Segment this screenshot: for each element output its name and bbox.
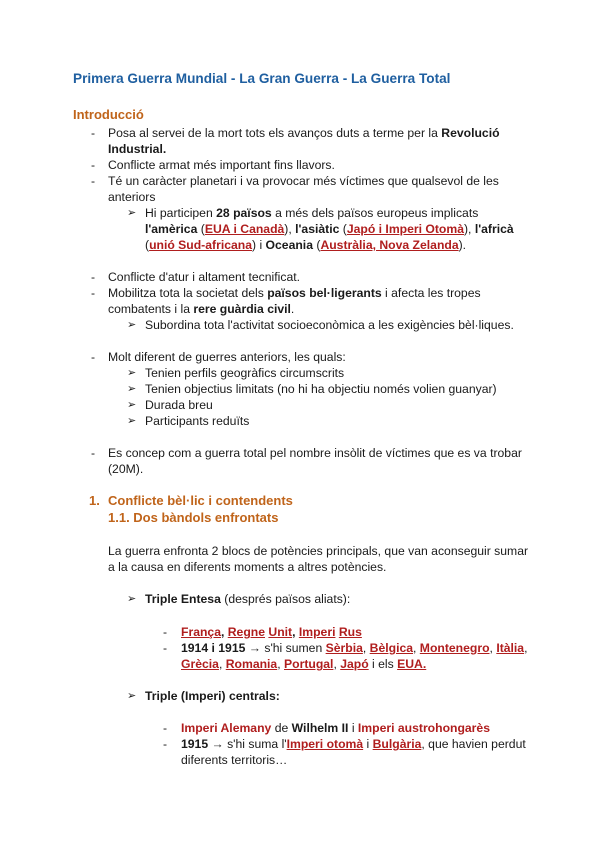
entesa-additions-2 [181, 656, 426, 672]
text: Hi participen [145, 206, 217, 220]
bullet-dash: - [91, 158, 96, 172]
subordina-line: Subordina tota l'activitat socioeconòmica a les exigències bèl·liques. [145, 318, 514, 332]
text: , [413, 641, 420, 655]
triple-centrals-heading: Triple (Imperi) centrals: [145, 689, 280, 703]
bullet-dash: - [91, 174, 96, 188]
difference-item-1: Tenien perfils geogràfics circumscrits [145, 366, 345, 380]
highlight-link[interactable]: EUA i Canadà [204, 222, 285, 236]
text: , [362, 641, 370, 655]
country-link[interactable]: Portugal [284, 657, 334, 671]
country-link[interactable]: Unit [268, 625, 293, 639]
bold-text: 1914 i 1915 [181, 641, 246, 655]
country-link[interactable]: Japó [340, 657, 369, 671]
text: i [363, 737, 373, 751]
arrow-bullet-icon: ➢ [127, 398, 137, 411]
country-link[interactable]: Bulgària [372, 737, 422, 751]
country-link[interactable]: França [181, 625, 221, 639]
country-link[interactable]: Bèlgica [369, 641, 414, 655]
centrals-additions [181, 736, 526, 752]
text: ( [145, 238, 150, 252]
arrow-bullet-icon: ➢ [127, 382, 137, 395]
participants-line-2 [145, 221, 514, 237]
bullet-dash: - [163, 625, 168, 639]
intro-bullet-7: Es concep com a guerra total pel nombre insòlit de víctimes que es va trobar [108, 446, 522, 460]
arrow-bullet-icon: ➢ [127, 366, 137, 379]
triple-entesa-heading [145, 591, 350, 607]
text: → s'hi suma l' [208, 737, 287, 751]
highlight-text: Imperi Alemany [181, 721, 272, 735]
highlight-text: Imperi austrohongarès [357, 721, 490, 735]
centrals-additions-cont: diferents territoris… [181, 753, 288, 767]
country-link[interactable]: Romania [225, 657, 278, 671]
text: ( [339, 222, 347, 236]
text: , [292, 625, 299, 639]
intro-heading: Introducció [73, 107, 144, 122]
intro-bullet-5-cont [108, 301, 294, 317]
highlight-link[interactable]: unió Sud-africana [149, 238, 252, 252]
bold-text: l'africà [474, 222, 514, 236]
difference-item-4: Participants reduïts [145, 414, 250, 428]
bold-text: l'amèrica [145, 222, 198, 236]
difference-item-2: Tenien objectius limitats (no hi ha objectiu només volien guanyar) [145, 382, 497, 396]
country-link[interactable]: Imperi otomà [286, 737, 364, 751]
arrow-bullet-icon: ➢ [127, 592, 137, 605]
text: a més dels països europeus implicats [271, 206, 479, 220]
entesa-members [181, 624, 362, 640]
bold-text: Wilhelm II [291, 721, 349, 735]
section-number: 1. [89, 493, 100, 508]
intro-bullet-1-cont: Industrial. [108, 142, 167, 156]
intro-bullet-1 [108, 125, 500, 141]
text: , [524, 641, 528, 655]
text: Posa al servei de la mort tots els avanços duts a terme per la [108, 126, 442, 140]
country-link[interactable]: Regne [227, 625, 265, 639]
subsection-heading: 1.1. Dos bàndols enfrontats [108, 510, 279, 525]
country-link[interactable]: EUA. [397, 657, 427, 671]
text: ( [312, 238, 321, 252]
bullet-dash: - [163, 721, 168, 735]
text: combatents i la [108, 302, 194, 316]
highlight-link[interactable]: Austràlia, Nova Zelanda [320, 238, 459, 252]
text: , [218, 657, 226, 671]
participants-line-3 [145, 237, 466, 253]
bullet-dash: - [91, 286, 96, 300]
section-heading: Conflicte bèl·lic i contendents [108, 493, 293, 508]
text: ). [458, 238, 467, 252]
arrow-bullet-icon: ➢ [127, 689, 137, 702]
text: . [290, 302, 295, 316]
bullet-dash: - [91, 126, 96, 140]
text: , [333, 657, 341, 671]
text: ), [464, 222, 475, 236]
country-link[interactable]: Montenegro [419, 641, 490, 655]
highlight-link[interactable]: Japó i Imperi Otomà [346, 222, 464, 236]
intro-bullet-7-cont: (20M). [108, 462, 144, 476]
country-link[interactable]: Imperi [298, 625, 336, 639]
bullet-dash: - [163, 641, 168, 655]
text: (després països aliats): [220, 592, 351, 606]
text: i els [368, 657, 398, 671]
section-paragraph-2: a la causa en diferents moments a altres potències. [108, 560, 387, 574]
bold-text: Oceania [265, 238, 313, 252]
intro-bullet-3-cont: anteriors [108, 190, 156, 204]
arrow-bullet-icon: ➢ [127, 414, 137, 427]
text: ), [284, 222, 296, 236]
text: Mobilitza tota la societat dels [108, 286, 268, 300]
section-paragraph-1: La guerra enfronta 2 blocs de potències principals, que van aconseguir sumar [108, 544, 529, 558]
intro-bullet-5 [108, 285, 481, 301]
bold-text: països bel·ligerants [267, 286, 382, 300]
bullet-dash: - [163, 737, 168, 751]
text: , [220, 625, 228, 639]
text: ( [197, 222, 205, 236]
country-link[interactable]: Rus [338, 625, 362, 639]
intro-bullet-2: Conflicte armat més important fins llavors. [108, 158, 335, 172]
text: , [277, 657, 284, 671]
intro-bullet-6: Molt diferent de guerres anteriors, les quals: [108, 350, 346, 364]
text: , [489, 641, 497, 655]
text: ) i [252, 238, 266, 252]
bullet-dash: - [91, 270, 96, 284]
text: i afecta les tropes [381, 286, 481, 300]
country-link[interactable]: Itàlia [496, 641, 525, 655]
intro-bullet-3: Té un caràcter planetari i va provocar més víctimes que qualsevol de les [108, 174, 499, 188]
arrow-bullet-icon: ➢ [127, 318, 137, 331]
participants-line-1 [145, 205, 478, 221]
arrow-bullet-icon: ➢ [127, 206, 137, 219]
country-link[interactable]: Sèrbia [325, 641, 363, 655]
bold-text: rere guàrdia civil [193, 302, 291, 316]
bold-text: l'asiàtic [295, 222, 340, 236]
text: i [348, 721, 358, 735]
entesa-additions-1 [181, 640, 527, 656]
bold-text: 28 països [216, 206, 272, 220]
text: , que havien perdut [421, 737, 526, 751]
bullet-dash: - [91, 446, 96, 460]
difference-item-3: Durada breu [145, 398, 213, 412]
bold-text: Revolució [441, 126, 500, 140]
intro-bullet-4: Conflicte d'atur i altament tecnificat. [108, 270, 301, 284]
centrals-members [181, 720, 490, 736]
country-link[interactable]: Grècia [181, 657, 219, 671]
page-title: Primera Guerra Mundial - La Gran Guerra - La Guerra Total [73, 71, 451, 86]
text: de [271, 721, 292, 735]
bullet-dash: - [91, 350, 96, 364]
bold-text: Triple Entesa [145, 592, 221, 606]
bold-text: 1915 [181, 737, 209, 751]
text: → s'hi sumen [245, 641, 326, 655]
